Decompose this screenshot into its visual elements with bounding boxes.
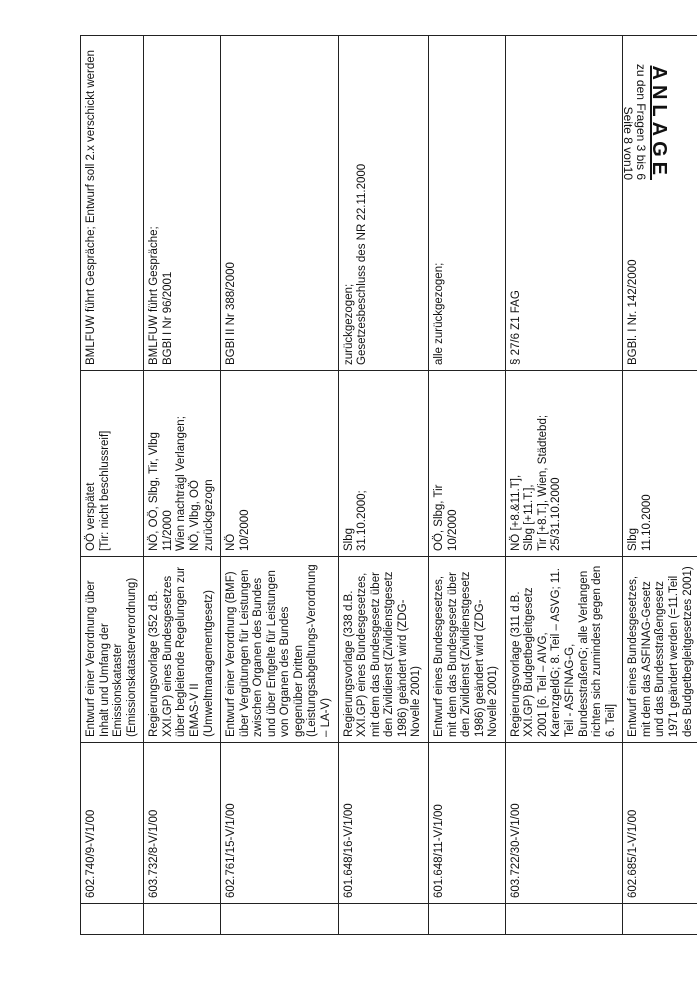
draft-title: Regierungsvorlage (311 d.B. XXI.GP) Budgetbegleitgesetz 2001 [6. Teil – AIVG, KarenzgeldG; 8. Teil – ASVG; 11. Teil - ASFINAG-G, BundesstraßenG; alle Verlangen richten sich zumindest gegen den 6. Teil] bbox=[509, 565, 617, 737]
status-text: BMLFUW führt Gespräche; Entwurf soll 2.x verschickt werden bbox=[85, 49, 97, 365]
draft-title: Regierungsvorlage (352 d.B. XXI.GP) eines Bundesgesetzes über begleitende Regelungen zur EMAS-V II (Umweltmanagementgesetz) bbox=[148, 566, 215, 737]
file-number: 602.740/9-V/1/00 bbox=[85, 809, 97, 898]
empty-cell bbox=[221, 904, 339, 935]
empty-cell bbox=[81, 904, 144, 935]
annex-subtitle: zu den Fragen 3 bis 6 bbox=[634, 63, 648, 180]
empty-cell bbox=[338, 904, 428, 935]
table-row bbox=[81, 36, 144, 935]
proceedings-table bbox=[80, 35, 697, 935]
table-row bbox=[221, 36, 339, 935]
status-text: zurückgezogen; Gesetzesbeschluss des NR 22.11.2000 bbox=[342, 163, 369, 365]
objecting-states: NÖ 10/2000 bbox=[225, 509, 251, 551]
table-row bbox=[338, 36, 428, 935]
table-row bbox=[428, 36, 505, 935]
empty-cell bbox=[428, 904, 505, 935]
table-row bbox=[144, 36, 221, 935]
status-text: BGBl II Nr 388/2000 bbox=[225, 262, 238, 365]
status-text: BMLFUW führt Gespräche; BGBl I Nr 96/2001 bbox=[148, 226, 174, 365]
file-number: 601.648/11-V/1/00 bbox=[432, 804, 445, 898]
status-text: BGBl. I Nr. 142/2000 bbox=[627, 259, 640, 365]
annex-title: ANLAGE bbox=[648, 65, 670, 180]
objecting-states: NÖ [+8.&11.T], Slbg [+11.T.], Tir [+8.T.], Wien, Städtebd; 25/31.10.2000 bbox=[509, 414, 563, 551]
status-text: alle zurückgezogen; bbox=[432, 262, 445, 365]
draft-title: Entwurf eines Bundesgesetzes, mit dem das Bundesgesetz über den Zivildienst (Zivildienstgesetz 1986) geändert wird (ZDG-Novelle 2001) bbox=[432, 571, 500, 737]
objecting-states: OÖ, Slbg, Tir 10/2000 bbox=[432, 484, 459, 551]
file-number: 601.648/16-V/1/00 bbox=[342, 803, 355, 898]
page-number: Seite 8 von10 bbox=[620, 106, 635, 180]
objecting-states: Slbg 31.10.2000; bbox=[342, 490, 369, 551]
table-row bbox=[623, 36, 697, 935]
status-text: § 27/6 Z1 FAG bbox=[509, 290, 522, 365]
empty-cell bbox=[144, 904, 221, 935]
draft-title: Entwurf einer Verordnung (BMF) über Vergütungen für Leistungen zwischen Organen des Bundes und über Entgelte für Leistungen von Organen des Bundes gegenüber Dritten (Leistungsabgeltungs-Verordnung – LA-V) bbox=[225, 564, 332, 737]
file-number: 602.761/15-V/1/00 bbox=[225, 803, 238, 898]
file-number: 603.722/30-V/1/00 bbox=[509, 803, 522, 898]
file-number: 603.732/8-V/1/00 bbox=[148, 809, 161, 898]
empty-cell bbox=[505, 904, 623, 935]
file-number: 602.685/1-V/1/00 bbox=[627, 809, 640, 898]
draft-title: Entwurf einer Verordnung über Inhalt und Umfang der Emissionskataster (Emissionskatasterverordnung) bbox=[85, 577, 138, 737]
table-row bbox=[505, 36, 623, 935]
empty-cell bbox=[623, 904, 697, 935]
draft-title: Regierungsvorlage (338 d.B. XXI.GP) eines Bundesgesetzes, mit dem das Bundesgesetz über den Zivildienst (Zivildienstgesetz 1986) geändert wird (ZDG-Novelle 2001) bbox=[342, 571, 423, 737]
draft-title: Entwurf eines Bundesgesetzes, mit dem das ASFINAG-Gesetz und das Bundesstraßengesetz 1971 geändert werden (=11.Teil des Budgetbegleitgesetzes 2001) bbox=[627, 566, 694, 737]
objecting-states: Slbg 11.10.2000 bbox=[627, 494, 653, 551]
objecting-states: NÖ, OÖ, Slbg, Tir, Vlbg 11/2000 Wien nachträgl Verlangen; NÖ, Vlbg, OÖ zurückgezogn bbox=[148, 416, 215, 551]
objecting-states: OÖ verspätet [Tir: nicht beschlussreif] bbox=[85, 430, 111, 551]
